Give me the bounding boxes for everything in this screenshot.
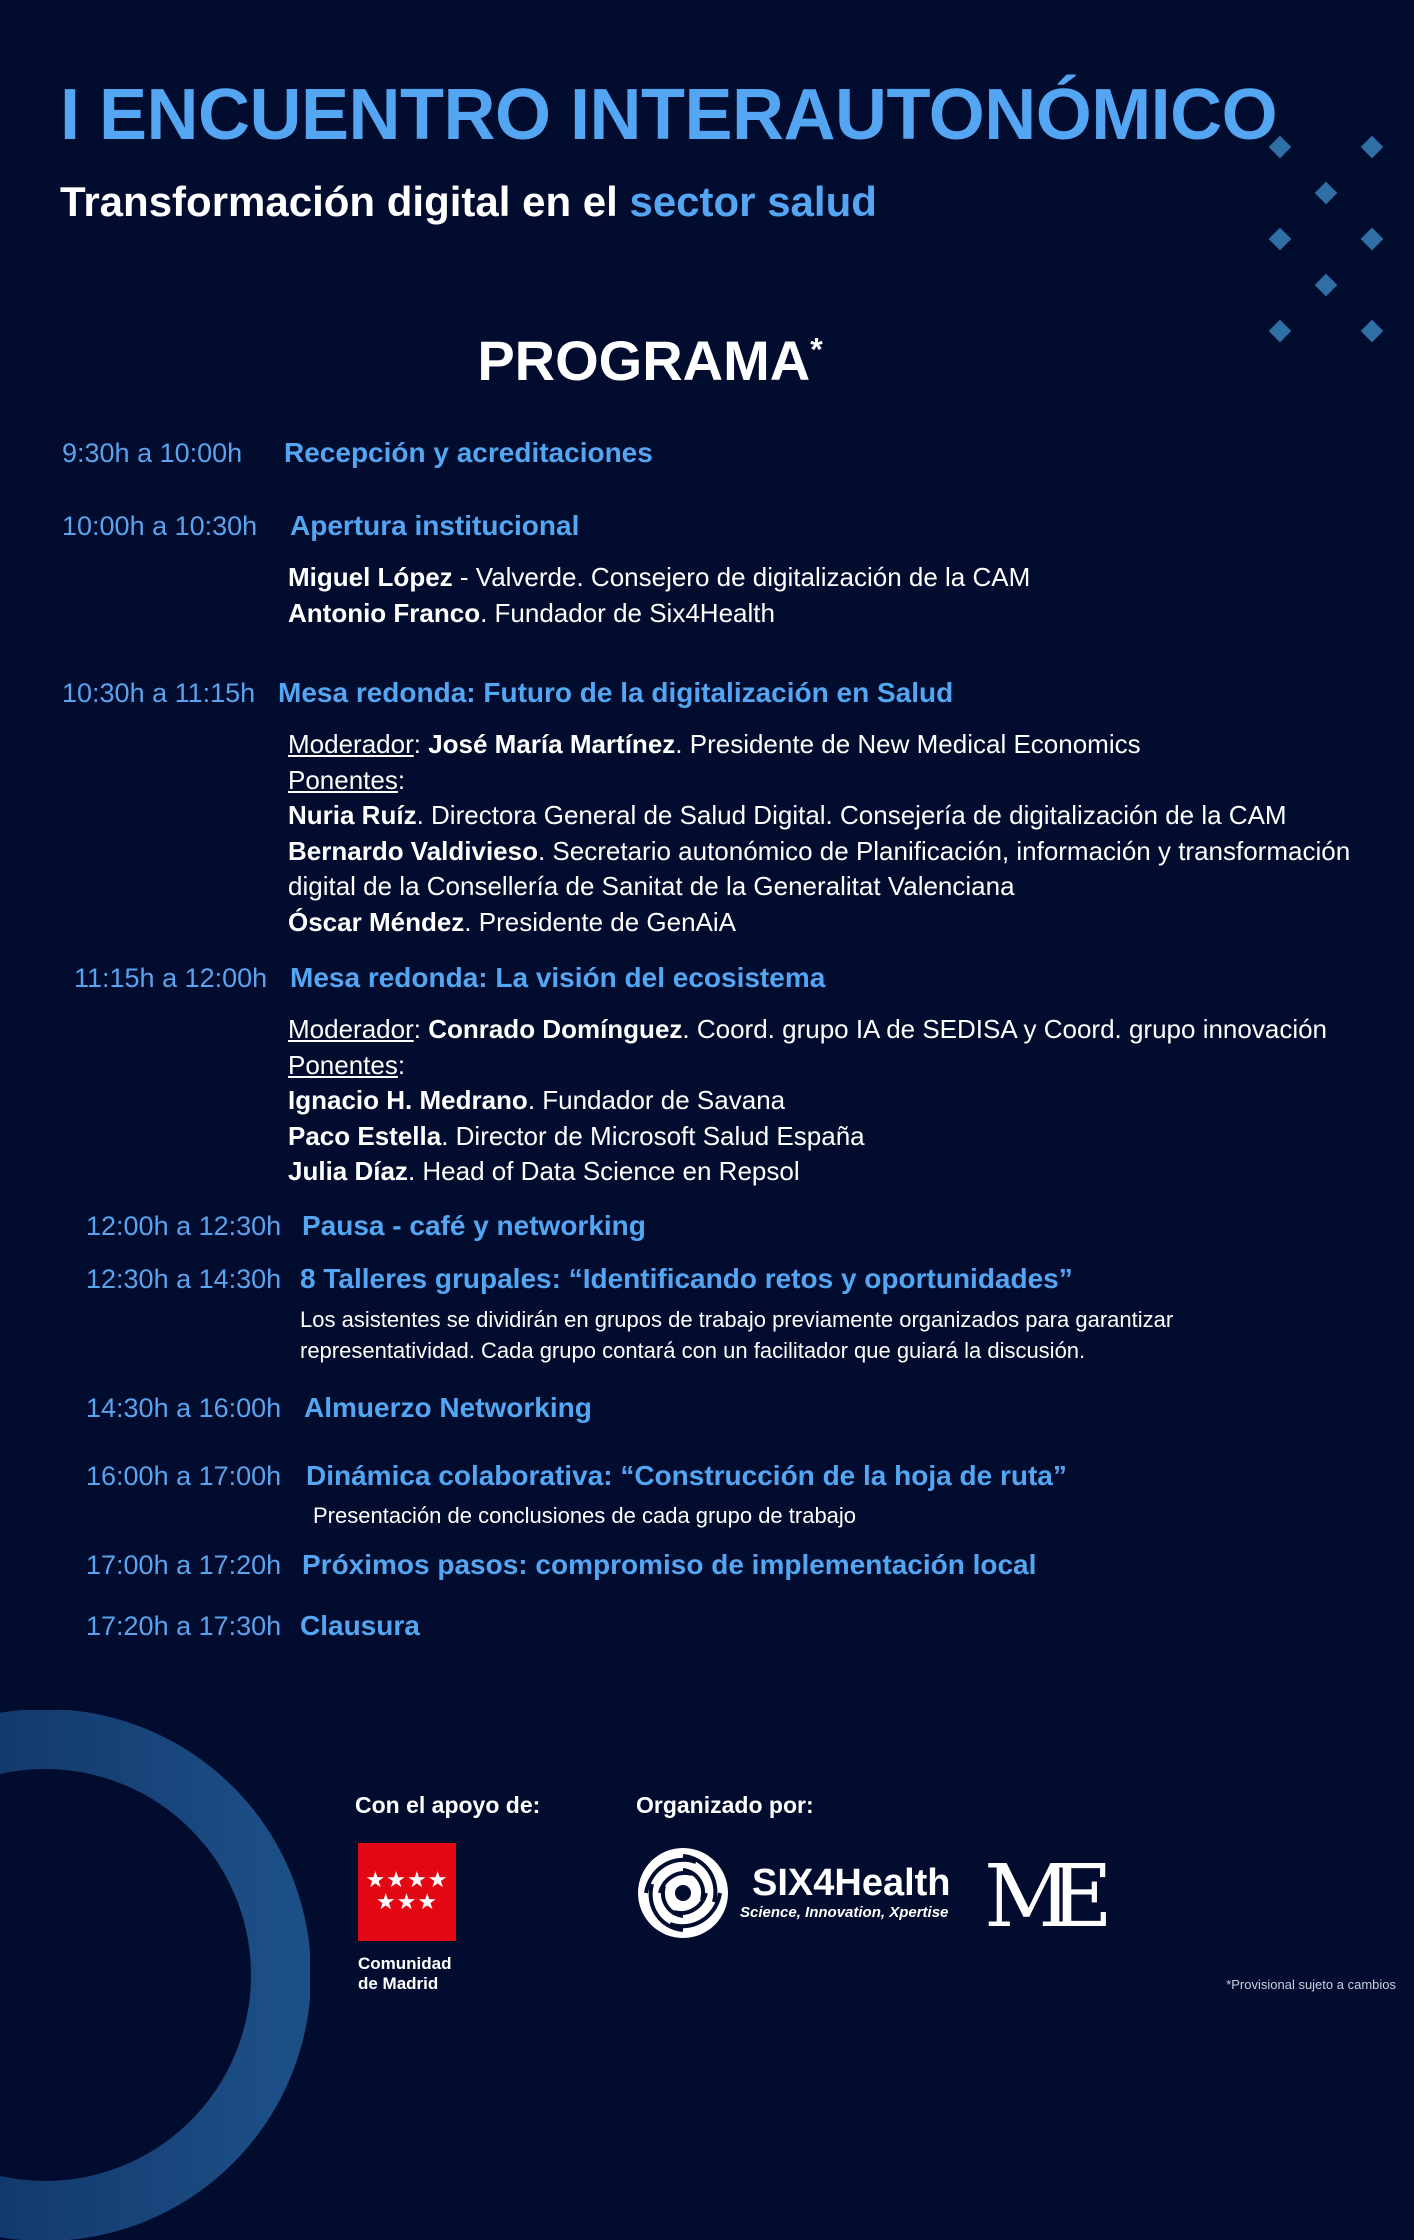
session-title: Clausura (300, 1610, 420, 1641)
description-line: representatividad. Cada grupo contará con un facilitador que guiará la discusión. (300, 1338, 1086, 1363)
session-title: Apertura institucional (290, 510, 580, 541)
moderator-label: Moderador (288, 729, 414, 759)
session-title: Recepción y acreditaciones (284, 437, 653, 468)
speaker-role: . Director de Microsoft Salud España (441, 1120, 865, 1151)
session-time: 14:30h a 16:00h (86, 1393, 282, 1423)
provisional-footnote: *Provisional sujeto a cambios (1226, 1977, 1396, 1992)
program-heading (0, 328, 1300, 393)
decorative-arc (0, 1710, 310, 2240)
moderator-name: Conrado Domínguez (428, 1014, 683, 1044)
description-line: Los asistentes se dividirán en grupos de trabajo previamente organizados para garantizar (300, 1307, 1174, 1332)
session-time: 16:00h a 17:00h (86, 1461, 282, 1491)
comunidad-de-madrid-flag-icon: ★★★★ ★★★ (358, 1843, 456, 1941)
support-label: Con el apoyo de: (355, 1792, 541, 1818)
speaker-line (288, 560, 1030, 596)
speaker-name: Bernardo Valdivieso (288, 835, 538, 866)
six4health-tagline: Science, Innovation, Xpertise (740, 1904, 949, 1921)
speaker-name: Julia Díaz (288, 1156, 408, 1186)
session-time: 9:30h a 10:00h (62, 438, 243, 468)
speaker-role: digital de la Consellería de Sanitat de la Generalitat Valenciana (288, 871, 1015, 901)
moderator-line: Moderador: Conrado Domínguez. Coord. grupo IA de SEDISA y Coord. grupo innovación (288, 1014, 1328, 1044)
program-heading-text: PROGRAMA (477, 329, 811, 392)
session-time: 12:00h a 12:30h (86, 1211, 282, 1241)
speaker-role: . Presidente de GenAiA (464, 906, 737, 937)
speaker-role: . Directora General de Salud Digital. Consejería de digitalización de la CAM (416, 800, 1287, 830)
session-time: 12:30h a 14:30h (86, 1264, 282, 1294)
six4health-name: SIX4Health (752, 1862, 951, 1904)
session-speakers (288, 1012, 1327, 1190)
session-title: Próximos pasos: compromiso de implementación local (302, 1549, 1037, 1580)
session-speakers (288, 727, 1350, 940)
description-line: Presentación de conclusiones de cada grupo de trabajo (313, 1503, 857, 1528)
session-time: 11:15h a 12:00h (74, 963, 268, 993)
speakers-label-line: Ponentes: (288, 1049, 406, 1080)
speaker-name: Nuria Ruíz (288, 800, 417, 830)
moderator-role: . Coord. grupo IA de SEDISA y Coord. grupo innovación (682, 1014, 1328, 1044)
speakers-label-line: Ponentes: (288, 764, 406, 795)
speaker-line (288, 1083, 1327, 1119)
session-description (313, 1500, 856, 1531)
speakers-label: Ponentes (288, 1049, 398, 1080)
speaker-line (288, 798, 1350, 834)
moderator-role: . Presidente de New Medical Economics (675, 729, 1141, 759)
speaker-name: Miguel López (288, 562, 453, 592)
comunidad-de-madrid-name (358, 1954, 452, 1994)
session-title: Mesa redonda: La visión del ecosistema (290, 962, 826, 993)
speaker-role: - Valverde. Consejero de digitalización de la CAM (452, 562, 1031, 592)
cam-name-line: de Madrid (358, 1974, 439, 1993)
cam-name-line: Comunidad (358, 1954, 452, 1973)
speaker-role: . Head of Data Science en Repsol (407, 1156, 800, 1186)
speaker-line (288, 905, 1350, 941)
session-title: 8 Talleres grupales: “Identificando retos y oportunidades” (300, 1263, 1073, 1294)
speaker-name: Óscar Méndez (288, 906, 465, 937)
speaker-line (288, 1119, 1327, 1155)
speaker-role: . Secretario autonómico de Planificación, información y transformación (537, 835, 1351, 866)
me-logo: ME (984, 1847, 1091, 1947)
event-title: I ENCUENTRO INTERAUTONÓMICO (60, 75, 1278, 155)
session-title: Almuerzo Networking (304, 1392, 592, 1423)
session-title: Dinámica colaborativa: “Construcción de la hoja de ruta” (306, 1460, 1067, 1491)
speakers-label: Ponentes (288, 764, 398, 795)
session-description (300, 1304, 1173, 1366)
session-time: 17:00h a 17:20h (86, 1550, 282, 1580)
speaker-name: Ignacio H. Medrano (288, 1085, 528, 1115)
session-title: Mesa redonda: Futuro de la digitalización en Salud (278, 677, 954, 708)
session-time: 17:20h a 17:30h (86, 1611, 282, 1641)
speaker-line (288, 1154, 1327, 1190)
moderator-label: Moderador (288, 1014, 414, 1044)
speaker-role: . Fundador de Six4Health (480, 597, 775, 628)
moderator-name: José María Martínez (428, 729, 676, 759)
subtitle-accent: sector salud (629, 178, 877, 225)
program-asterisk: * (810, 331, 823, 368)
session-time: 10:00h a 10:30h (62, 511, 258, 541)
speaker-line (288, 834, 1350, 870)
event-subtitle (60, 178, 877, 226)
speaker-line (288, 596, 1030, 632)
session-title: Pausa - café y networking (302, 1210, 646, 1241)
session-speakers (288, 560, 1030, 631)
moderator-line: Moderador: José María Martínez. Presidente de New Medical Economics (288, 729, 1141, 759)
six4health-swirl-logo-icon (636, 1846, 730, 1940)
subtitle-main: Transformación digital en el (60, 178, 630, 225)
session-time: 10:30h a 11:15h (62, 678, 256, 708)
speaker-line (288, 869, 1350, 905)
organizer-label: Organizado por: (636, 1792, 814, 1818)
speaker-name: Paco Estella (288, 1120, 442, 1151)
speaker-name: Antonio Franco (288, 597, 481, 628)
speaker-role: . Fundador de Savana (527, 1085, 786, 1115)
